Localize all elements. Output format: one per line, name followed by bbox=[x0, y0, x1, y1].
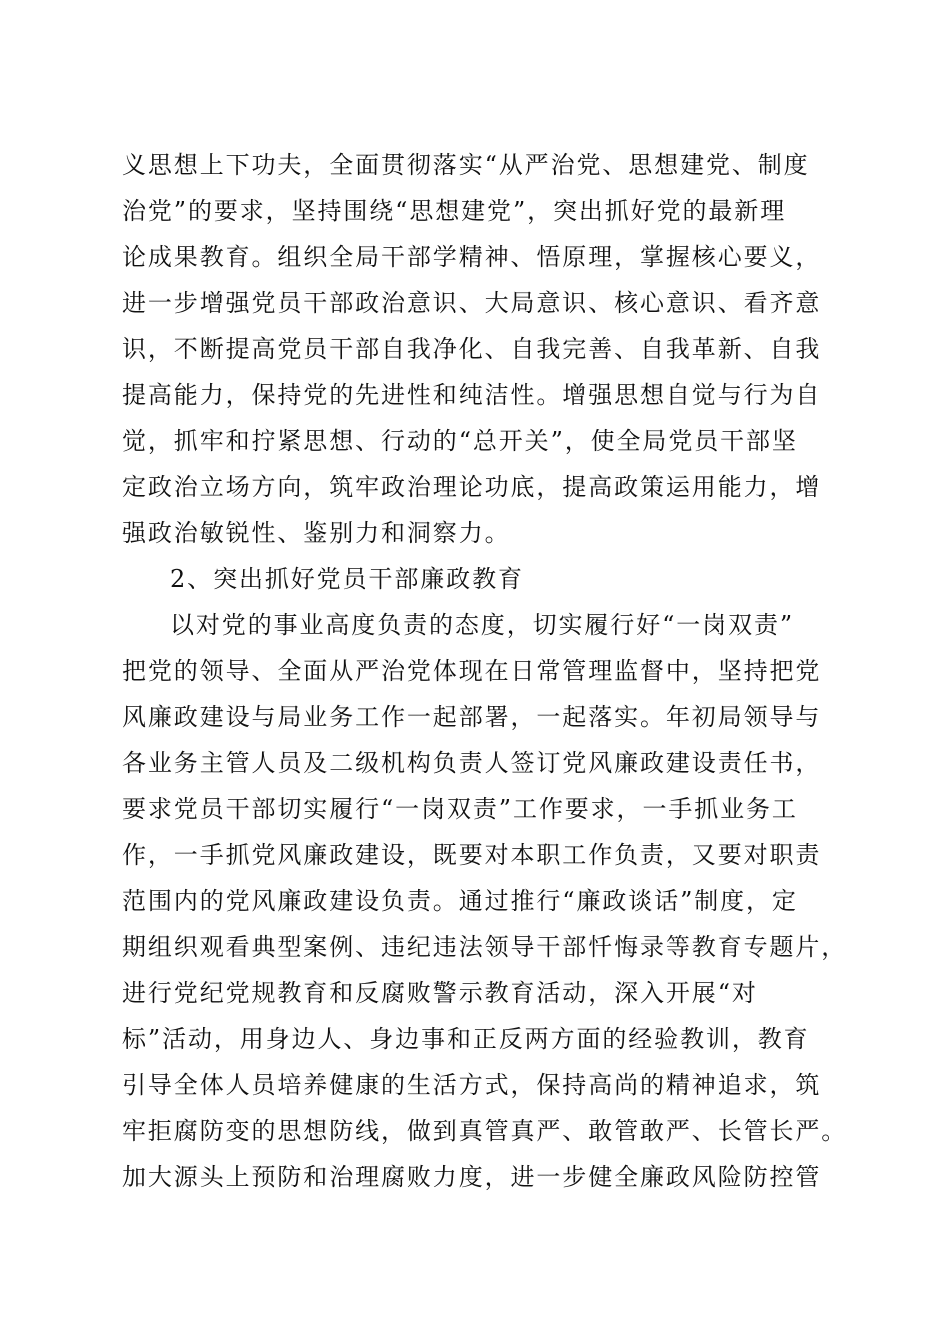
text-line: 期组织观看典型案例、违纪违法领导干部忏悔录等教育专题片， bbox=[122, 933, 848, 961]
body-text bbox=[122, 142, 848, 1200]
text-line: 风廉政建设与局业务工作一起部署，一起落实。年初局领导与 bbox=[122, 703, 822, 731]
text-line: 把党的领导、全面从严治党体现在日常管理监督中，坚持把党 bbox=[122, 657, 822, 685]
text-line: 要求党员干部切实履行“一岗双责”工作要求，一手抓业务工 bbox=[122, 795, 798, 823]
paragraph-first-line: 以对党的事业高度负责的态度，切实履行好“一岗双责” bbox=[170, 611, 795, 639]
text-line: 范围内的党风廉政建设负责。通过推行“廉政谈话”制度，定 bbox=[122, 887, 798, 915]
text-line: 引导全体人员培养健康的生活方式，保持高尚的精神追求，筑 bbox=[122, 1071, 822, 1099]
text-line: 作，一手抓党风廉政建设，既要对本职工作负责，又要对职责 bbox=[122, 841, 822, 869]
text-line: 加大源头上预防和治理腐败力度，进一步健全廉政风险防控管 bbox=[122, 1163, 822, 1191]
text-line: 识，不断提高党员干部自我净化、自我完善、自我革新、自我 bbox=[122, 335, 822, 363]
text-line: 治党”的要求，坚持围绕“思想建党”，突出抓好党的最新理 bbox=[122, 197, 787, 225]
section-heading: 2、突出抓好党员干部廉政教育 bbox=[170, 565, 524, 593]
text-line: 进行党纪党规教育和反腐败警示教育活动，深入开展“对 bbox=[122, 979, 758, 1007]
text-line: 定政治立场方向，筑牢政治理论功底，提高政策运用能力，增 bbox=[122, 473, 822, 501]
text-line: 各业务主管人员及二级机构负责人签订党风廉政建设责任书， bbox=[122, 749, 822, 777]
text-line: 标”活动，用身边人、身边事和正反两方面的经验教训，教育 bbox=[122, 1025, 810, 1053]
text-line: 论成果教育。组织全局干部学精神、悟原理，掌握核心要义， bbox=[122, 243, 822, 271]
text-line: 牢拒腐防变的思想防线，做到真管真严、敢管敢严、长管长严。 bbox=[122, 1117, 848, 1145]
text-line: 义思想上下功夫，全面贯彻落实“从严治党、思想建党、制度 bbox=[122, 151, 810, 179]
text-line: 进一步增强党员干部政治意识、大局意识、核心意识、看齐意 bbox=[122, 289, 822, 317]
text-line: 强政治敏锐性、鉴别力和洞察力。 bbox=[122, 519, 511, 547]
text-line: 提高能力，保持党的先进性和纯洁性。增强思想自觉与行为自 bbox=[122, 381, 822, 409]
text-line: 觉，抓牢和拧紧思想、行动的“总开关”，使全局党员干部坚 bbox=[122, 427, 798, 455]
